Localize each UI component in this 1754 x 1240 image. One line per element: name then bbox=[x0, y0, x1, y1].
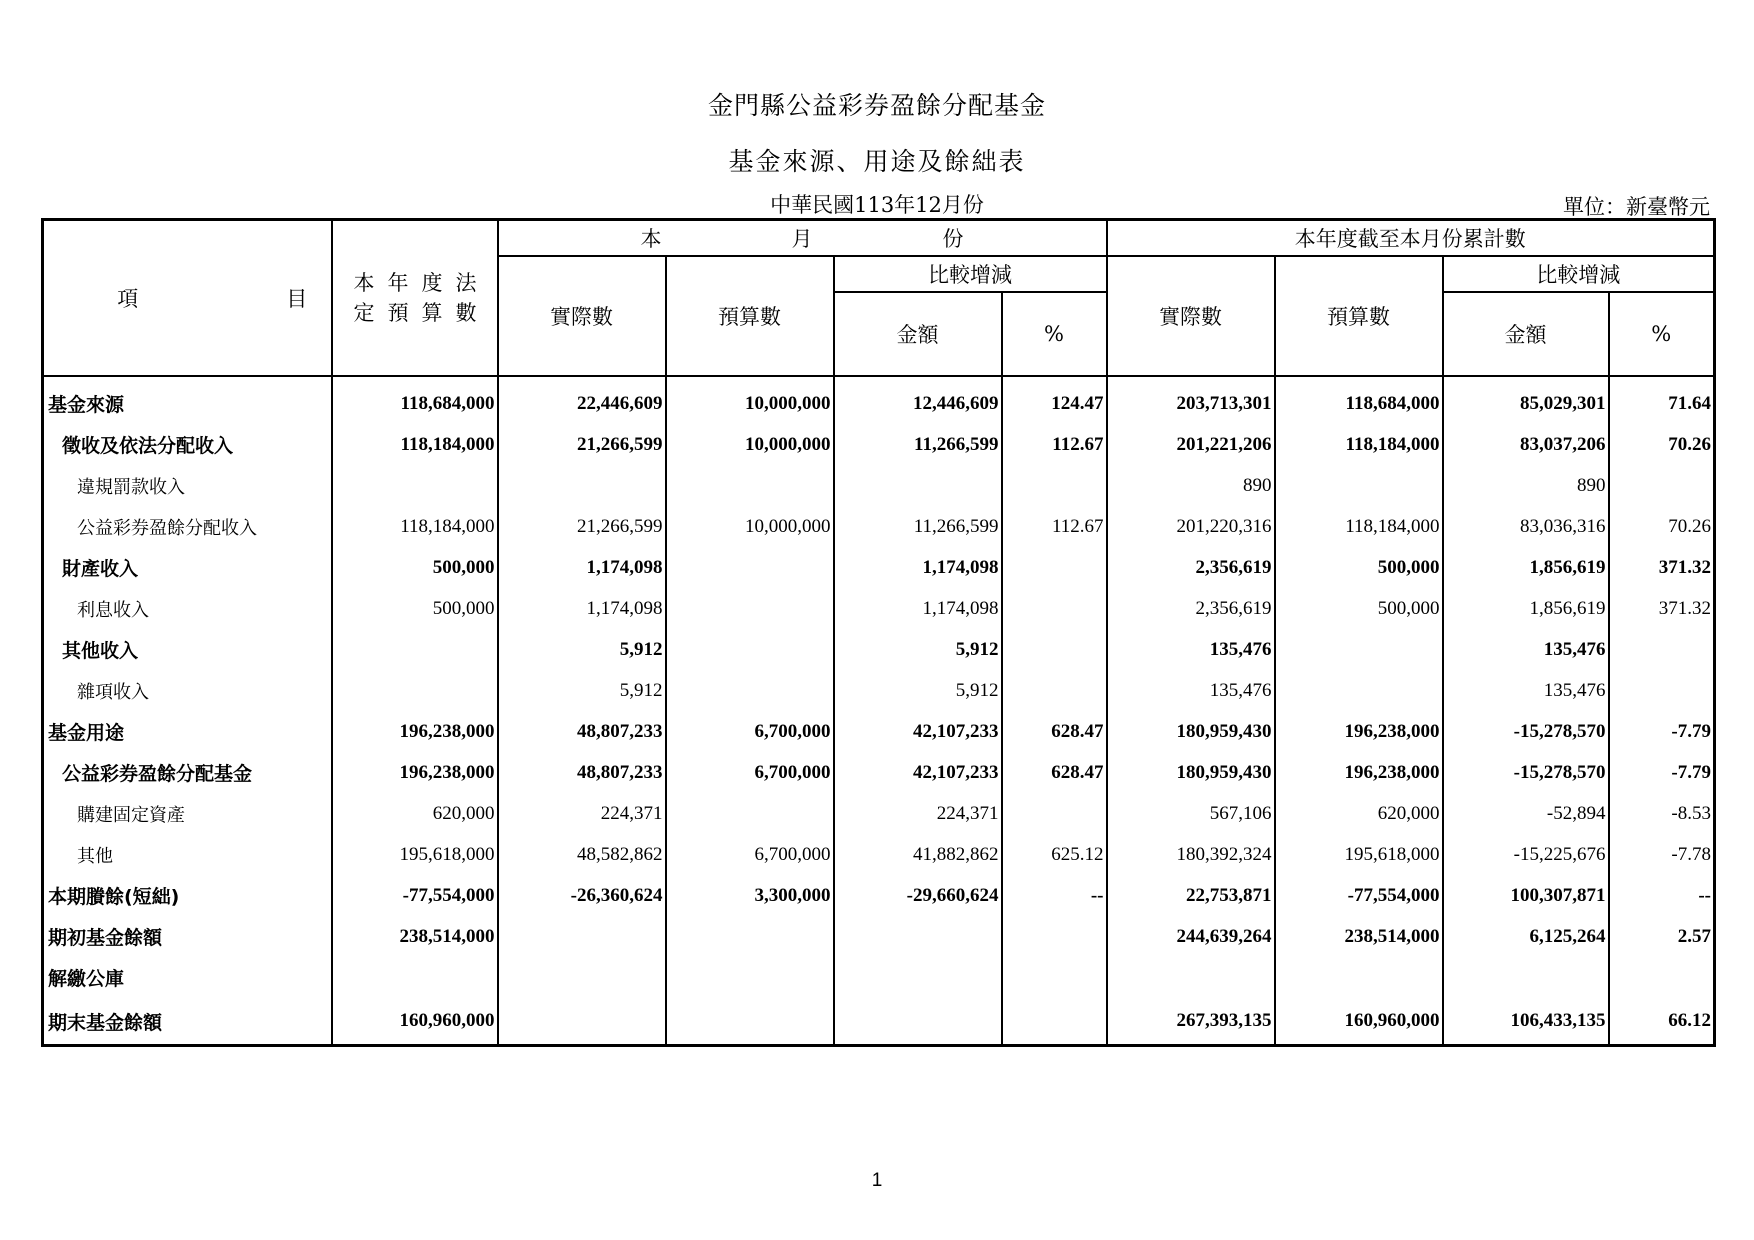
month-budget-cell bbox=[666, 588, 834, 629]
row-item-label: 公益彩券盈餘分配收入 bbox=[43, 506, 332, 547]
ytd-group-header: 本年度截至本月份累計數 bbox=[1107, 220, 1715, 257]
row-item-label: 基金用途 bbox=[43, 711, 332, 752]
month-percent-cell: 625.12 bbox=[1002, 834, 1107, 875]
ytd-actual-cell: 2,356,619 bbox=[1107, 547, 1275, 588]
month-percent-cell: 112.67 bbox=[1002, 506, 1107, 547]
month-budget-cell: 6,700,000 bbox=[666, 834, 834, 875]
ytd-percent-cell bbox=[1609, 670, 1715, 711]
ytd-budget-cell: 238,514,000 bbox=[1275, 916, 1443, 957]
ytd-amount-cell: -52,894 bbox=[1443, 793, 1609, 834]
month-budget-cell bbox=[666, 998, 834, 1046]
ytd-actual-cell: 180,392,324 bbox=[1107, 834, 1275, 875]
month-budget-cell bbox=[666, 916, 834, 957]
ytd-budget-cell: 500,000 bbox=[1275, 588, 1443, 629]
ytd-percent-cell: -7.79 bbox=[1609, 752, 1715, 793]
ytd-actual-cell bbox=[1107, 957, 1275, 998]
row-item-label: 本期賸餘(短絀) bbox=[43, 875, 332, 916]
month-percent-cell bbox=[1002, 793, 1107, 834]
month-amount-cell: 11,266,599 bbox=[834, 506, 1002, 547]
ytd-actual-cell: 135,476 bbox=[1107, 629, 1275, 670]
ytd-percent-cell: -7.79 bbox=[1609, 711, 1715, 752]
month-percent-cell bbox=[1002, 957, 1107, 998]
table-header bbox=[43, 220, 1715, 377]
table-row bbox=[43, 506, 1715, 547]
ytd-actual-cell: 890 bbox=[1107, 465, 1275, 506]
ytd-actual-cell: 567,106 bbox=[1107, 793, 1275, 834]
fund-statement-table bbox=[41, 218, 1716, 1047]
month-group-char3: 份 bbox=[942, 227, 964, 251]
legal-budget-cell bbox=[332, 670, 498, 711]
ytd-percent-cell: 2.57 bbox=[1609, 916, 1715, 957]
month-amount-cell bbox=[834, 465, 1002, 506]
table-row bbox=[43, 793, 1715, 834]
ytd-percent-cell bbox=[1609, 465, 1715, 506]
row-item-label: 財產收入 bbox=[43, 547, 332, 588]
table-row bbox=[43, 752, 1715, 793]
month-actual-cell: 21,266,599 bbox=[498, 424, 666, 465]
month-group-header bbox=[498, 220, 1107, 257]
month-actual-cell bbox=[498, 957, 666, 998]
report-title: 基金來源、用途及餘絀表 bbox=[728, 147, 1026, 176]
month-actual-cell: 1,174,098 bbox=[498, 547, 666, 588]
legal-budget-header bbox=[332, 220, 498, 377]
row-item-label: 基金來源 bbox=[43, 376, 332, 424]
month-actual-cell: 224,371 bbox=[498, 793, 666, 834]
ytd-budget-cell: 118,684,000 bbox=[1275, 376, 1443, 424]
month-budget-cell bbox=[666, 547, 834, 588]
ytd-actual-cell: 244,639,264 bbox=[1107, 916, 1275, 957]
month-budget-cell: 3,300,000 bbox=[666, 875, 834, 916]
month-budget-cell bbox=[666, 793, 834, 834]
table-row bbox=[43, 588, 1715, 629]
month-compare-header: 比較增減 bbox=[834, 256, 1107, 292]
month-budget-cell bbox=[666, 629, 834, 670]
ytd-percent-cell: 371.32 bbox=[1609, 588, 1715, 629]
month-percent-cell bbox=[1002, 916, 1107, 957]
legal-budget-cell: 195,618,000 bbox=[332, 834, 498, 875]
legal-budget-cell bbox=[332, 957, 498, 998]
org-title: 金門縣公益彩券盈餘分配基金 bbox=[707, 91, 1046, 120]
table-row bbox=[43, 547, 1715, 588]
month-budget-cell: 10,000,000 bbox=[666, 506, 834, 547]
ytd-percent-header: % bbox=[1609, 292, 1715, 376]
month-percent-cell: 124.47 bbox=[1002, 376, 1107, 424]
ytd-actual-cell: 180,959,430 bbox=[1107, 752, 1275, 793]
row-item-label: 其他 bbox=[43, 834, 332, 875]
ytd-amount-cell: -15,278,570 bbox=[1443, 752, 1609, 793]
table-row bbox=[43, 670, 1715, 711]
month-percent-cell bbox=[1002, 998, 1107, 1046]
month-budget-cell bbox=[666, 957, 834, 998]
ytd-budget-cell bbox=[1275, 670, 1443, 711]
table-row bbox=[43, 465, 1715, 506]
ytd-amount-cell: 100,307,871 bbox=[1443, 875, 1609, 916]
ytd-budget-cell: 620,000 bbox=[1275, 793, 1443, 834]
legal-budget-cell: 500,000 bbox=[332, 547, 498, 588]
ytd-percent-cell: -- bbox=[1609, 875, 1715, 916]
table-row bbox=[43, 711, 1715, 752]
item-column-header bbox=[43, 220, 332, 377]
ytd-amount-cell: 135,476 bbox=[1443, 629, 1609, 670]
row-item-label: 解繳公庫 bbox=[43, 957, 332, 998]
ytd-percent-cell: 71.64 bbox=[1609, 376, 1715, 424]
row-item-label: 購建固定資產 bbox=[43, 793, 332, 834]
ytd-percent-cell: 70.26 bbox=[1609, 506, 1715, 547]
ytd-budget-cell bbox=[1275, 465, 1443, 506]
ytd-amount-cell: -15,225,676 bbox=[1443, 834, 1609, 875]
ytd-amount-cell bbox=[1443, 957, 1609, 998]
row-item-label: 期末基金餘額 bbox=[43, 998, 332, 1046]
table-row bbox=[43, 629, 1715, 670]
row-item-label: 徵收及依法分配收入 bbox=[43, 424, 332, 465]
month-percent-cell bbox=[1002, 465, 1107, 506]
month-amount-cell bbox=[834, 957, 1002, 998]
ytd-actual-cell: 201,220,316 bbox=[1107, 506, 1275, 547]
ytd-percent-cell: 66.12 bbox=[1609, 998, 1715, 1046]
month-actual-cell: 5,912 bbox=[498, 670, 666, 711]
month-actual-cell: 48,582,862 bbox=[498, 834, 666, 875]
ytd-amount-cell: 135,476 bbox=[1443, 670, 1609, 711]
table-row bbox=[43, 376, 1715, 424]
legal-budget-cell: 160,960,000 bbox=[332, 998, 498, 1046]
ytd-amount-cell: 6,125,264 bbox=[1443, 916, 1609, 957]
ytd-actual-cell: 22,753,871 bbox=[1107, 875, 1275, 916]
month-amount-header: 金額 bbox=[834, 292, 1002, 376]
ytd-amount-cell: -15,278,570 bbox=[1443, 711, 1609, 752]
ytd-actual-cell: 201,221,206 bbox=[1107, 424, 1275, 465]
ytd-actual-cell: 180,959,430 bbox=[1107, 711, 1275, 752]
month-percent-cell bbox=[1002, 588, 1107, 629]
ytd-amount-cell: 1,856,619 bbox=[1443, 588, 1609, 629]
currency-unit: 單位：新臺幣元 bbox=[1563, 195, 1710, 219]
ytd-budget-cell bbox=[1275, 957, 1443, 998]
month-actual-cell bbox=[498, 465, 666, 506]
month-amount-cell: 42,107,233 bbox=[834, 711, 1002, 752]
month-percent-cell: 628.47 bbox=[1002, 711, 1107, 752]
ytd-amount-cell: 83,036,316 bbox=[1443, 506, 1609, 547]
ytd-budget-cell: 118,184,000 bbox=[1275, 506, 1443, 547]
ytd-amount-header: 金額 bbox=[1443, 292, 1609, 376]
ytd-amount-cell: 85,029,301 bbox=[1443, 376, 1609, 424]
item-header-char1: 項 bbox=[117, 287, 139, 311]
month-amount-cell bbox=[834, 998, 1002, 1046]
table-row bbox=[43, 916, 1715, 957]
legal-budget-cell: 620,000 bbox=[332, 793, 498, 834]
page-number: 1 bbox=[871, 1170, 883, 1191]
month-budget-cell bbox=[666, 465, 834, 506]
month-budget-cell bbox=[666, 670, 834, 711]
legal-budget-cell: -77,554,000 bbox=[332, 875, 498, 916]
legal-budget-cell: 196,238,000 bbox=[332, 711, 498, 752]
month-group-char2: 月 bbox=[791, 227, 813, 251]
ytd-percent-cell: 371.32 bbox=[1609, 547, 1715, 588]
ytd-budget-cell: -77,554,000 bbox=[1275, 875, 1443, 916]
month-amount-cell: 1,174,098 bbox=[834, 547, 1002, 588]
month-amount-cell: 224,371 bbox=[834, 793, 1002, 834]
ytd-percent-cell: 70.26 bbox=[1609, 424, 1715, 465]
month-amount-cell: 12,446,609 bbox=[834, 376, 1002, 424]
month-percent-cell bbox=[1002, 670, 1107, 711]
month-amount-cell: 5,912 bbox=[834, 629, 1002, 670]
ytd-amount-cell: 106,433,135 bbox=[1443, 998, 1609, 1046]
legal-budget-cell: 118,184,000 bbox=[332, 424, 498, 465]
month-group-char1: 本 bbox=[640, 227, 662, 251]
month-amount-cell: 42,107,233 bbox=[834, 752, 1002, 793]
month-budget-cell: 10,000,000 bbox=[666, 376, 834, 424]
ytd-percent-cell bbox=[1609, 957, 1715, 998]
table-row bbox=[43, 424, 1715, 465]
ytd-actual-cell: 2,356,619 bbox=[1107, 588, 1275, 629]
legal-budget-cell: 196,238,000 bbox=[332, 752, 498, 793]
ytd-budget-header: 預算數 bbox=[1275, 256, 1443, 376]
month-amount-cell bbox=[834, 916, 1002, 957]
row-item-label: 雜項收入 bbox=[43, 670, 332, 711]
ytd-actual-cell: 135,476 bbox=[1107, 670, 1275, 711]
ytd-budget-cell: 196,238,000 bbox=[1275, 711, 1443, 752]
month-amount-cell: 41,882,862 bbox=[834, 834, 1002, 875]
legal-budget-header-line2: 定預算數 bbox=[353, 301, 490, 325]
legal-budget-header-line1: 本年度法 bbox=[353, 271, 490, 295]
ytd-actual-cell: 267,393,135 bbox=[1107, 998, 1275, 1046]
month-actual-cell: 5,912 bbox=[498, 629, 666, 670]
ytd-compare-header: 比較增減 bbox=[1443, 256, 1715, 292]
item-header-char2: 目 bbox=[286, 287, 308, 311]
month-actual-cell bbox=[498, 998, 666, 1046]
ytd-percent-cell bbox=[1609, 629, 1715, 670]
legal-budget-cell bbox=[332, 465, 498, 506]
month-actual-cell: -26,360,624 bbox=[498, 875, 666, 916]
row-item-label: 利息收入 bbox=[43, 588, 332, 629]
ytd-percent-cell: -7.78 bbox=[1609, 834, 1715, 875]
month-percent-cell bbox=[1002, 629, 1107, 670]
month-actual-cell bbox=[498, 916, 666, 957]
month-percent-cell bbox=[1002, 547, 1107, 588]
ytd-amount-cell: 1,856,619 bbox=[1443, 547, 1609, 588]
table-row bbox=[43, 998, 1715, 1046]
row-item-label: 其他收入 bbox=[43, 629, 332, 670]
report-period: 中華民國113年12月份 bbox=[770, 193, 984, 217]
month-budget-cell: 6,700,000 bbox=[666, 711, 834, 752]
ytd-budget-cell: 195,618,000 bbox=[1275, 834, 1443, 875]
legal-budget-cell: 118,184,000 bbox=[332, 506, 498, 547]
month-actual-cell: 22,446,609 bbox=[498, 376, 666, 424]
month-budget-cell: 6,700,000 bbox=[666, 752, 834, 793]
month-amount-cell: 11,266,599 bbox=[834, 424, 1002, 465]
ytd-amount-cell: 890 bbox=[1443, 465, 1609, 506]
ytd-percent-cell: -8.53 bbox=[1609, 793, 1715, 834]
legal-budget-cell: 500,000 bbox=[332, 588, 498, 629]
row-item-label: 違規罰款收入 bbox=[43, 465, 332, 506]
month-percent-cell: -- bbox=[1002, 875, 1107, 916]
month-amount-cell: -29,660,624 bbox=[834, 875, 1002, 916]
month-amount-cell: 5,912 bbox=[834, 670, 1002, 711]
month-budget-cell: 10,000,000 bbox=[666, 424, 834, 465]
legal-budget-cell bbox=[332, 629, 498, 670]
month-actual-cell: 1,174,098 bbox=[498, 588, 666, 629]
ytd-budget-cell: 500,000 bbox=[1275, 547, 1443, 588]
legal-budget-cell: 238,514,000 bbox=[332, 916, 498, 957]
month-budget-header: 預算數 bbox=[666, 256, 834, 376]
row-item-label: 期初基金餘額 bbox=[43, 916, 332, 957]
table-row bbox=[43, 875, 1715, 916]
table-row bbox=[43, 957, 1715, 998]
row-item-label: 公益彩券盈餘分配基金 bbox=[43, 752, 332, 793]
ytd-actual-cell: 203,713,301 bbox=[1107, 376, 1275, 424]
month-actual-cell: 48,807,233 bbox=[498, 752, 666, 793]
legal-budget-cell: 118,684,000 bbox=[332, 376, 498, 424]
month-percent-header: % bbox=[1002, 292, 1107, 376]
ytd-budget-cell bbox=[1275, 629, 1443, 670]
month-percent-cell: 112.67 bbox=[1002, 424, 1107, 465]
ytd-actual-header: 實際數 bbox=[1107, 256, 1275, 376]
month-amount-cell: 1,174,098 bbox=[834, 588, 1002, 629]
ytd-budget-cell: 196,238,000 bbox=[1275, 752, 1443, 793]
table-body bbox=[43, 376, 1715, 1046]
month-actual-header: 實際數 bbox=[498, 256, 666, 376]
ytd-budget-cell: 160,960,000 bbox=[1275, 998, 1443, 1046]
month-percent-cell: 628.47 bbox=[1002, 752, 1107, 793]
month-actual-cell: 48,807,233 bbox=[498, 711, 666, 752]
ytd-amount-cell: 83,037,206 bbox=[1443, 424, 1609, 465]
month-actual-cell: 21,266,599 bbox=[498, 506, 666, 547]
ytd-budget-cell: 118,184,000 bbox=[1275, 424, 1443, 465]
table-row bbox=[43, 834, 1715, 875]
